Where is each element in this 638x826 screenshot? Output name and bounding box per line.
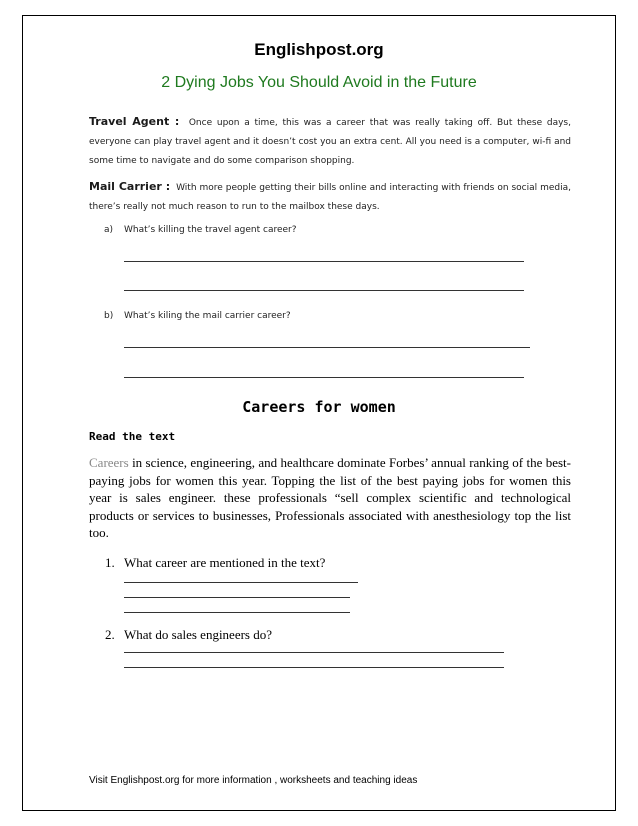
answer-line[interactable] (124, 612, 350, 613)
answer-line[interactable] (124, 667, 504, 668)
careers-passage (89, 454, 571, 542)
question-2-marker: 2. (105, 627, 115, 642)
careers-passage-text: in science, engineering, and healthcare dominate Forbes’ annual ranking of the best-paying jobs for women this year. Topping the list of the best paying jobs for women this year is sales engineer. these professionals “sell complex scientific and technological products or services to businesses, Professionals associated with anesthesiology top the list too. (89, 455, 571, 540)
passage-travel-agent (89, 112, 571, 171)
section-title: Careers for women (242, 398, 396, 416)
passage-text: Once upon a time, this was a career that was really taking off. But these days, everyone can play travel agent and it doesn’t cost you an extra cent. All you need is a computer, wi-fi and some time to navigate and do some comparison shopping. (89, 118, 571, 166)
answer-line[interactable] (124, 597, 350, 598)
site-title: Englishpost.org (254, 40, 384, 59)
answer-line[interactable] (124, 377, 524, 378)
passage-mail-carrier (89, 177, 571, 217)
answer-line[interactable] (124, 261, 524, 262)
question-1-marker: 1. (105, 555, 115, 570)
answer-line[interactable] (124, 652, 504, 653)
passage-label: Travel Agent : (89, 115, 180, 128)
footer-text: Visit Englishpost.org for more information , worksheets and teaching ideas (89, 775, 418, 786)
question-a-text: What’s killing the travel agent career? (124, 225, 297, 235)
answer-line[interactable] (124, 582, 358, 583)
answer-line[interactable] (124, 290, 524, 291)
passage-label: Mail Carrier : (89, 180, 171, 193)
read-the-text-label: Read the text (89, 430, 176, 443)
question-2-text: What do sales engineers do? (124, 627, 273, 642)
answer-line[interactable] (124, 347, 530, 348)
question-b-text: What’s kiling the mail carrier career? (124, 311, 291, 321)
worksheet-subtitle: 2 Dying Jobs You Should Avoid in the Future (161, 74, 477, 91)
question-b-marker: b) (104, 311, 114, 321)
highlighted-word: Careers (89, 455, 129, 470)
question-a-marker: a) (104, 225, 114, 235)
passage-text: With more people getting their bills online and interacting with friends on social media, there’s really not much reason to run to the mailbox these days. (89, 183, 571, 212)
question-1-text: What career are mentioned in the text? (124, 555, 326, 570)
